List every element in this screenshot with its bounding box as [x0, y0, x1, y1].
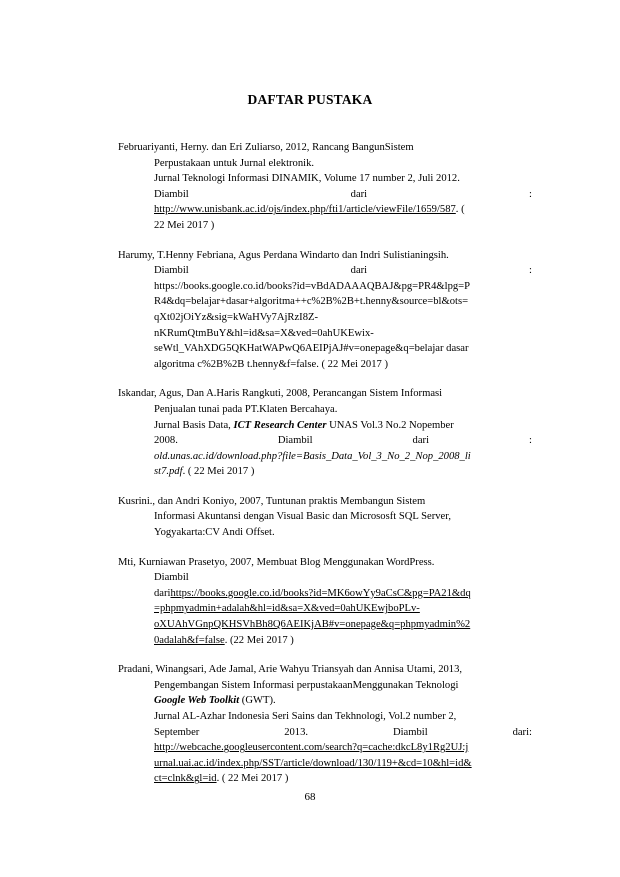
- reference-word: :: [529, 265, 532, 277]
- reference-word: Diambil: [154, 188, 189, 200]
- reference-url-line: R4&dq=belajar+dasar+algoritma++c%2B%2B+t.henny&source=bl&ots=: [154, 296, 469, 308]
- reference-line: [118, 187, 532, 203]
- reference-word: dari: [350, 265, 368, 277]
- reference-line: Mti, Kurniawan Prasetyo, 2007, Membuat Blog Menggunakan WordPress.: [118, 556, 435, 568]
- reference-link[interactable]: http://www.unisbank.ac.id/ojs/index.php/fti1/article/viewFile/1659/587: [154, 204, 456, 216]
- reference-access-date: 22 Mei 2017 ): [154, 219, 215, 231]
- reference-line: [118, 693, 532, 709]
- reference-url-line: https://books.google.co.id/books?id=vBdADAAAQBAJ&pg=PR4&lpg=P: [154, 280, 471, 292]
- reference-line: Iskandar, Agus, Dan A.Haris Rangkuti, 2008, Perancangan Sistem Informasi: [118, 388, 443, 400]
- reference-line: [118, 263, 532, 279]
- reference-text: Jurnal Basis Data,: [154, 419, 234, 431]
- reference-word: dari: [350, 188, 368, 200]
- reference-emphasis: Google Web Toolkit: [154, 695, 240, 707]
- reference-text: . ( 22 Mei 2017 ): [182, 466, 255, 478]
- reference-line: Pradani, Winangsari, Ade Jamal, Arie Wahyu Triansyah dan Annisa Utami, 2013,: [118, 664, 463, 676]
- reference-entry-kusrini: [118, 494, 532, 541]
- page-title: DAFTAR PUSTAKA: [247, 92, 373, 107]
- reference-line: Diambil: [154, 572, 189, 584]
- reference-line: [118, 140, 532, 156]
- reference-line: [118, 725, 532, 741]
- reference-line: Jurnal AL-Azhar Indonesia Seri Sains dan Tekhnologi, Vol.2 number 2,: [154, 711, 457, 722]
- reference-line: Harumy, T.Henny Febriana, Agus Perdana Windarto dan Indri Sulistianingsih.: [118, 249, 449, 261]
- reference-url-line: algoritma c%2B%2B t.henny&f=false. ( 22 Mei 2017 ): [154, 358, 388, 370]
- reference-entry-pradani: [118, 662, 532, 787]
- reference-url-line: nKRumQtmBuY&hl=id&sa=X&ved=0ahUKEwix-: [154, 327, 374, 339]
- reference-url-line: old.unas.ac.id/download.php?file=Basis_Data_Vol_3_No_2_Nop_2008_li: [154, 450, 471, 462]
- reference-text: (GWT).: [239, 695, 276, 707]
- reference-link[interactable]: oXUAhVGnpQKHSVhBh8Q6AEIKjAB#v=onepage&q=phpmyadmin%2: [154, 619, 471, 631]
- reference-word: 2013.: [284, 726, 309, 738]
- reference-entry-mti: [118, 555, 532, 649]
- reference-word: dari:: [512, 726, 532, 738]
- reference-text: . ( 22 Mei 2017 ): [216, 773, 289, 785]
- reference-list: [118, 140, 532, 801]
- reference-link[interactable]: 0adalah&f=false: [154, 634, 225, 646]
- reference-line: [118, 464, 532, 480]
- reference-link[interactable]: st7.pdf: [154, 466, 183, 478]
- page-number: 68: [304, 791, 316, 803]
- reference-line: [118, 633, 532, 649]
- reference-word: :: [529, 188, 532, 200]
- reference-line: Pengembangan Sistem Informasi perpustakaanMenggunakan Teknologi: [154, 679, 459, 691]
- reference-entry-iskandar: [118, 386, 532, 480]
- reference-link[interactable]: ct=clnk&gl=id: [154, 773, 217, 785]
- reference-line: Kusrini., dan Andri Koniyo, 2007, Tuntunan praktis Membangun Sistem: [118, 495, 426, 507]
- reference-line: [118, 771, 532, 787]
- reference-text: UNAS Vol.3 No.2 Nopember: [326, 419, 454, 431]
- reference-text: dari: [154, 587, 171, 599]
- reference-line: Perpustakaan untuk Jurnal elektronik.: [154, 157, 315, 169]
- reference-text: Februariyanti, Herny. dan Eri Zuliarso, 2012, Rancang BangunSistem: [118, 142, 414, 153]
- reference-text: . (: [455, 204, 465, 216]
- reference-word: :: [529, 435, 532, 447]
- reference-line: Penjualan tunai pada PT.Klaten Bercahaya.: [154, 403, 338, 415]
- reference-word: Diambil: [154, 265, 189, 277]
- reference-emphasis: ICT Research Center: [233, 419, 327, 431]
- reference-line: Jurnal Teknologi Informasi DINAMIK, Volume 17 number 2, Juli 2012.: [154, 173, 460, 185]
- reference-line: [118, 202, 532, 218]
- reference-line: [118, 418, 532, 434]
- reference-text: . (22 Mei 2017 ): [224, 634, 294, 646]
- reference-url-line: seWtl_VAhXDG5QKHatWAPwQ6AEIPjAJ#v=onepage&q=belajar dasar: [154, 343, 469, 355]
- reference-line: [118, 433, 532, 449]
- reference-link[interactable]: https://books.google.co.id/books?id=MK6owYy9aCsC&pg=PA21&dq: [170, 587, 471, 599]
- reference-link[interactable]: urnal.uai.ac.id/index.php/SST/article/download/130/119+&cd=10&hl=id&: [154, 757, 472, 769]
- reference-entry-februariyanti: [118, 140, 532, 234]
- reference-word: Diambil: [392, 726, 428, 738]
- reference-word: dari: [412, 435, 430, 447]
- reference-word: Diambil: [277, 435, 313, 447]
- reference-entry-harumy: [118, 248, 532, 373]
- reference-link[interactable]: =phpmyadmin+adalah&hl=id&sa=X&ved=0ahUKEwjboPLv-: [154, 603, 420, 615]
- reference-link[interactable]: http://webcache.googleusercontent.com/search?q=cache:dkcL8y1Rg2UJ:j: [154, 742, 469, 754]
- reference-word: September: [154, 726, 200, 738]
- reference-url-line: qXt02jOiYz&sig=kWaHVy7AjRzI8Z-: [154, 311, 319, 323]
- reference-line: Yogyakarta:CV Andi Offset.: [154, 527, 275, 539]
- reference-word: 2008.: [154, 435, 178, 447]
- reference-line: Informasi Akuntansi dengan Visual Basic dan Micrososft SQL Server,: [154, 511, 451, 523]
- reference-line: [118, 586, 532, 602]
